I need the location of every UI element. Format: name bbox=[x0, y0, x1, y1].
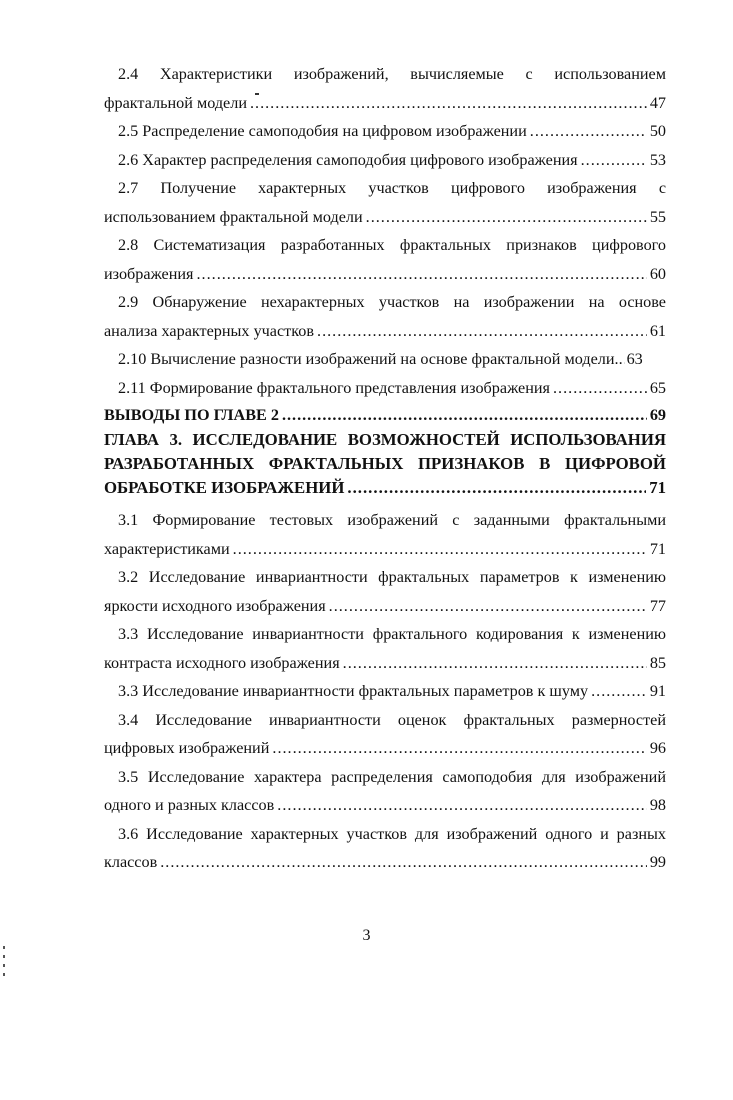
leader-dots bbox=[160, 848, 647, 877]
toc-page-number: 96 bbox=[649, 739, 666, 757]
toc-entry-title-cont: изображения bbox=[104, 264, 194, 283]
toc-entry-title-cont: контраста исходного изображения bbox=[104, 653, 340, 672]
leader-dots bbox=[591, 677, 647, 706]
toc-entry-2-9 bbox=[104, 288, 666, 345]
toc-entry-title: 3.6 Исследование характерных участков для изображений одного и разных bbox=[118, 824, 666, 843]
toc-entry-title: 3.3 Исследование инвариантности фрактальных параметров к шуму bbox=[118, 682, 589, 700]
toc-entry-conclusions-chapter-2 bbox=[104, 402, 666, 428]
toc-entry-title-cont: цифровых изображений bbox=[104, 739, 270, 757]
scan-speck bbox=[255, 93, 259, 95]
toc-entry-2-10 bbox=[104, 345, 666, 374]
toc-entry-title-cont: классов bbox=[104, 853, 158, 871]
toc-entry-title: 3.2 Исследование инвариантности фрактальных параметров к изменению bbox=[118, 568, 666, 586]
toc-entry-2-7 bbox=[104, 174, 666, 231]
toc-page-number: 71 bbox=[649, 478, 666, 497]
leader-dots bbox=[530, 117, 647, 146]
toc-entry-2-5 bbox=[104, 117, 666, 146]
toc-entry-2-4 bbox=[104, 60, 666, 117]
toc-entry-2-6 bbox=[104, 146, 666, 175]
toc-page-number: 98 bbox=[649, 796, 666, 814]
leader-dots bbox=[619, 345, 625, 374]
toc-entry-title: 2.8 Систематизация разработанных фрактальных признаков цифрового bbox=[118, 236, 666, 254]
leader-dots bbox=[366, 203, 647, 232]
page-number: 3 bbox=[362, 927, 371, 944]
toc-entry-2-8 bbox=[104, 231, 666, 288]
chapter-title-line: ОБРАБОТКЕ ИЗОБРАЖЕНИЙ bbox=[104, 478, 345, 497]
toc-page-number: 50 bbox=[649, 122, 666, 140]
toc-entry-chapter-3 bbox=[104, 428, 666, 500]
toc-entry-3-4 bbox=[104, 706, 666, 763]
toc-entry-title: 2.10 Вычисление разности изображений на основе фрактальной модели. bbox=[118, 350, 619, 368]
toc-page-number: 63 bbox=[626, 350, 643, 368]
toc-page-number: 77 bbox=[649, 596, 666, 615]
toc-entry-title: 2.7 Получение характерных участков цифрового изображения с bbox=[118, 179, 666, 197]
toc-entry-3-6 bbox=[104, 820, 666, 877]
toc-page-number: 71 bbox=[649, 539, 666, 558]
toc-entry-title: 3.3 Исследование инвариантности фрактального кодирования к изменению bbox=[118, 625, 666, 643]
toc-entry-3-3-contrast bbox=[104, 620, 666, 677]
toc-entry-title-cont: характеристиками bbox=[104, 539, 230, 558]
toc-page-number: 60 bbox=[649, 264, 666, 283]
toc-entry-title: 2.9 Обнаружение нехарактерных участков на изображении на основе bbox=[118, 293, 666, 311]
toc-page-number: 47 bbox=[649, 93, 666, 112]
leader-dots bbox=[250, 89, 647, 118]
toc-page-number: 53 bbox=[649, 150, 666, 169]
toc-entry-title-cont: фрактальной модели bbox=[104, 93, 247, 112]
toc-entry-3-2 bbox=[104, 563, 666, 620]
leader-dots bbox=[329, 592, 647, 621]
toc-entry-title: 3.1 Формирование тестовых изображений с заданными фрактальными bbox=[118, 511, 666, 529]
toc-entry-title-cont: одного и разных классов bbox=[104, 796, 275, 814]
toc-entry-title-cont: анализа характерных участков bbox=[104, 321, 315, 340]
toc-page-number: 65 bbox=[649, 378, 666, 397]
leader-dots bbox=[343, 649, 647, 678]
leader-dots bbox=[277, 791, 647, 820]
toc-entry-title: 2.4 Характеристики изображений, вычисляемые с использованием bbox=[118, 65, 666, 83]
toc-entry-title-cont: использованием фрактальной модели bbox=[104, 207, 363, 226]
toc-entry-title: 2.6 Характер распределения самоподобия цифрового изображения bbox=[118, 150, 578, 169]
table-of-contents bbox=[104, 60, 666, 877]
toc-entry-3-5 bbox=[104, 763, 666, 820]
toc-entry-title: ВЫВОДЫ ПО ГЛАВЕ 2 bbox=[104, 406, 279, 424]
toc-page-number: 69 bbox=[649, 406, 666, 424]
leader-dots bbox=[347, 476, 646, 500]
leader-dots bbox=[272, 734, 646, 763]
toc-page-number: 91 bbox=[649, 682, 666, 700]
leader-dots bbox=[197, 260, 647, 289]
leader-dots bbox=[581, 146, 647, 175]
leader-dots bbox=[317, 317, 647, 346]
scan-margin-marks bbox=[0, 940, 8, 1000]
toc-entry-title-cont: яркости исходного изображения bbox=[104, 596, 326, 615]
toc-entry-title: 3.5 Исследование характера распределения самоподобия для изображений bbox=[118, 767, 666, 786]
toc-page-number: 55 bbox=[649, 207, 666, 226]
toc-page-number: 61 bbox=[649, 321, 666, 340]
leader-dots bbox=[233, 535, 647, 564]
toc-page-number: 85 bbox=[649, 653, 666, 672]
leader-dots bbox=[553, 374, 647, 403]
toc-entry-title: 3.4 Исследование инвариантности оценок фрактальных размерностей bbox=[118, 710, 666, 729]
toc-page-number: 99 bbox=[649, 853, 666, 871]
leader-dots bbox=[282, 402, 647, 428]
chapter-title-line: РАЗРАБОТАННЫХ ФРАКТАЛЬНЫХ ПРИЗНАКОВ В ЦИФРОВОЙ bbox=[104, 454, 666, 473]
toc-entry-3-1 bbox=[104, 506, 666, 563]
toc-entry-3-3-noise bbox=[104, 677, 666, 706]
toc-entry-title: 2.11 Формирование фрактального представления изображения bbox=[118, 378, 550, 397]
toc-entry-title: 2.5 Распределение самоподобия на цифровом изображении bbox=[118, 122, 527, 140]
chapter-title-line: ГЛАВА 3. ИССЛЕДОВАНИЕ ВОЗМОЖНОСТЕЙ ИСПОЛЬЗОВАНИЯ bbox=[104, 430, 666, 449]
toc-entry-2-11 bbox=[104, 374, 666, 403]
